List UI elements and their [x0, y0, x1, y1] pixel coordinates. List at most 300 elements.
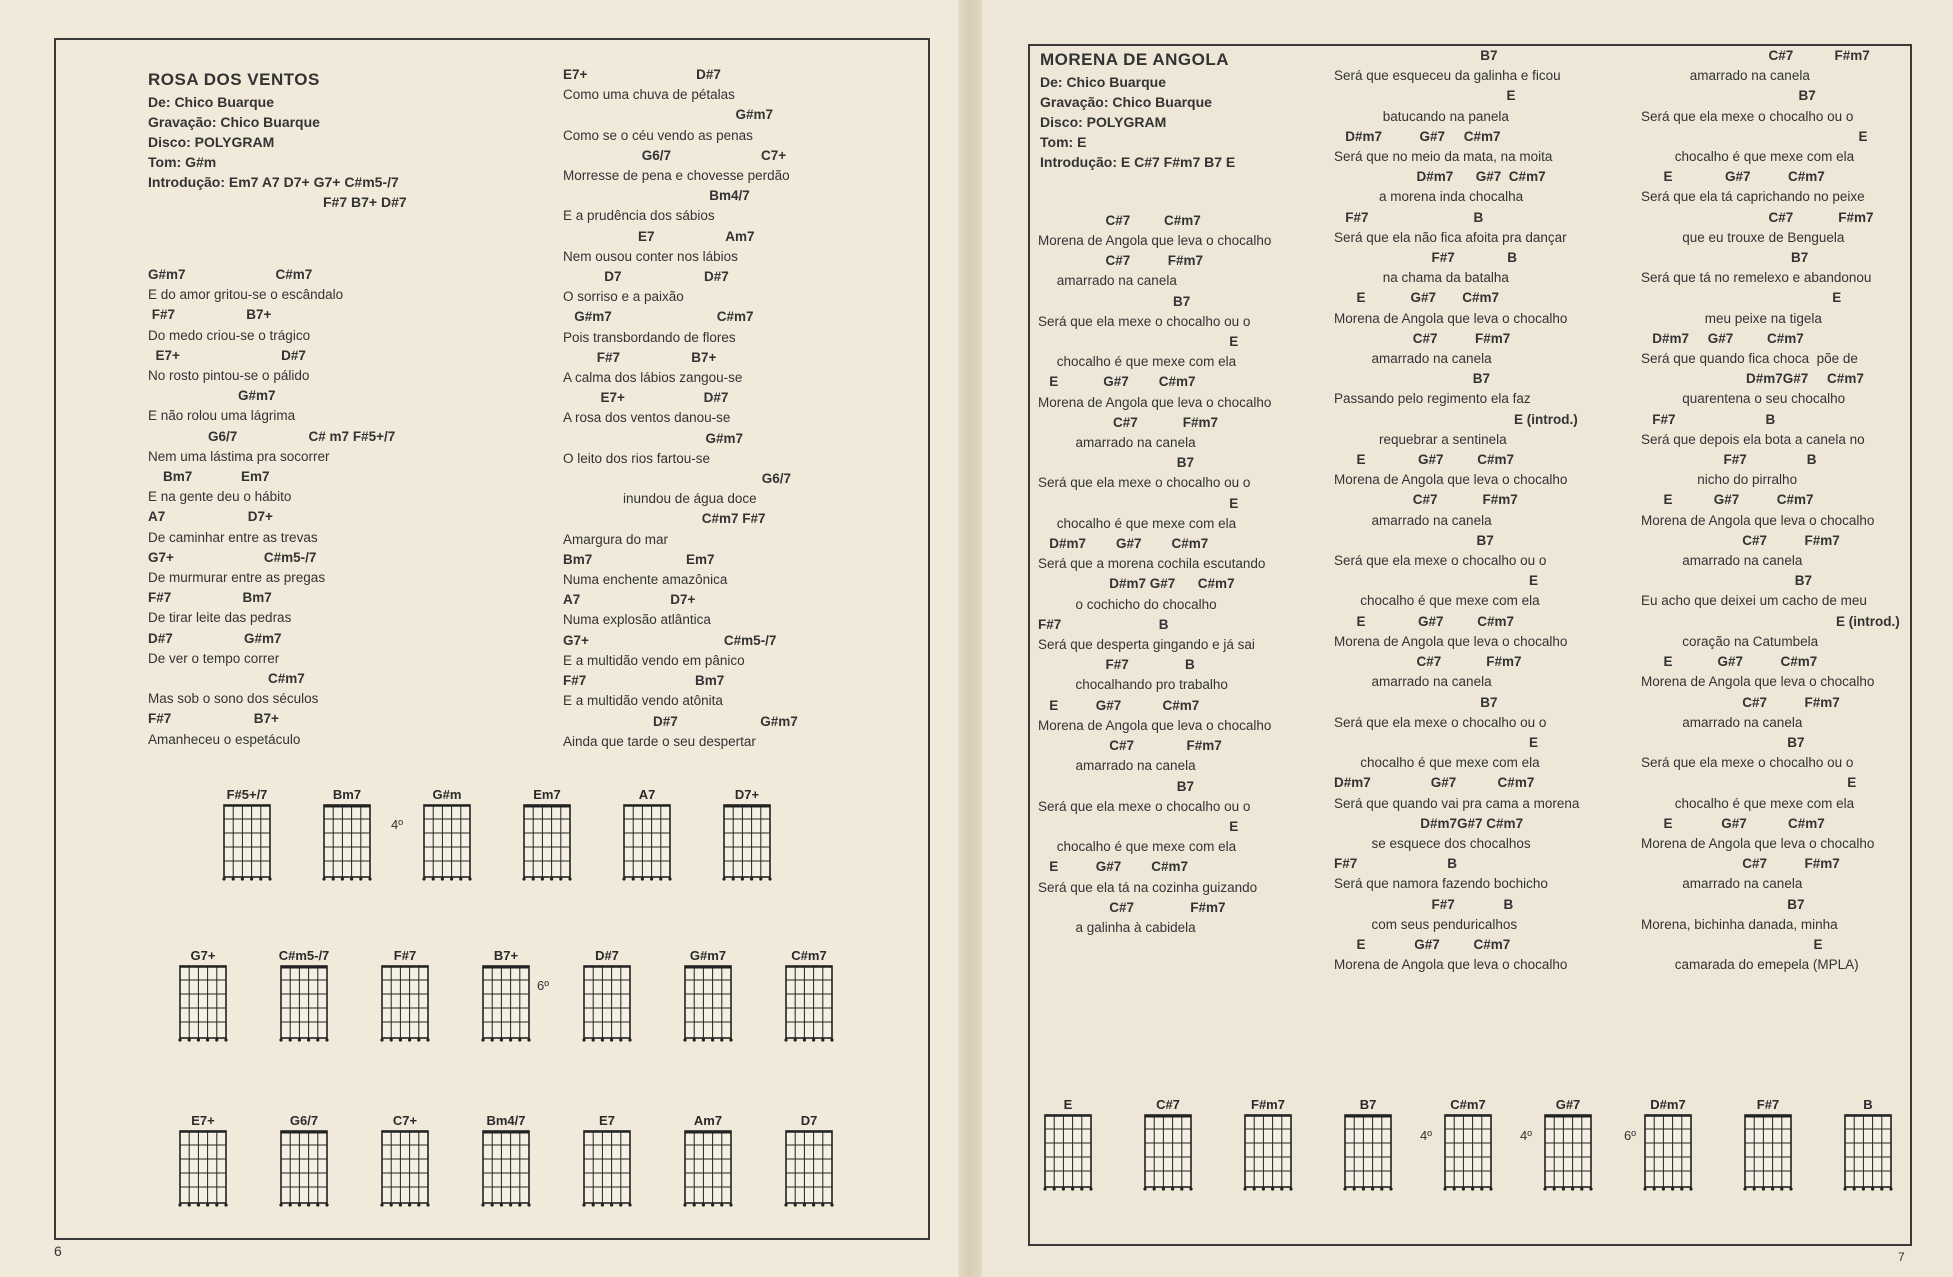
chord-line: F#7 Bm7	[148, 590, 272, 606]
chord-name: G7+	[190, 948, 216, 963]
lyric-line: E a prudência dos sábios	[563, 208, 715, 224]
fretboard-grid-icon	[380, 1129, 430, 1209]
chord-line: B7	[1641, 250, 1809, 266]
fretboard-grid-icon	[784, 1129, 834, 1209]
chord-line: E	[1038, 818, 1239, 834]
chord-line: Bm7 Em7	[148, 469, 270, 485]
lyric-line: batucando na panela	[1334, 108, 1509, 124]
meta-line: F#7 B7+ D#7	[323, 194, 407, 210]
chord-name: G6/7	[289, 1113, 319, 1128]
lyric-line: Será que no meio da mata, na moita	[1334, 149, 1553, 165]
chord-line: F#7 B	[1641, 411, 1776, 427]
lyric-line: Morena, bichinha danada, minha	[1641, 916, 1838, 932]
chord-diagram	[471, 948, 541, 1044]
chord-line: B7	[1334, 532, 1494, 548]
chord-line: F#7 Bm7	[563, 673, 725, 689]
book-gutter	[958, 0, 982, 1277]
chord-name: E7	[599, 1113, 615, 1128]
chord-name: F#5+/7	[226, 787, 268, 802]
chord-line: D#m7 G#7 C#m7	[1641, 330, 1804, 346]
chord-line: B7	[1038, 778, 1195, 794]
chord-name: B7+	[493, 948, 519, 963]
lyric-line: Será que ela mexe o chocalho ou o	[1334, 553, 1547, 569]
lyric-line: Será que ela tá caprichando no peixe	[1641, 189, 1865, 205]
chord-name: Am7	[693, 1113, 723, 1128]
chord-line: E7+ D#7	[563, 390, 729, 406]
chord-diagram	[312, 787, 382, 883]
fretboard-grid-icon	[380, 964, 430, 1044]
chord-line: B7	[1641, 896, 1805, 912]
fretboard-grid-icon	[1043, 1113, 1093, 1193]
fretboard-grid-icon	[683, 1129, 733, 1209]
chord-line: B7	[1038, 293, 1191, 309]
lyric-line: Pois transbordando de flores	[563, 329, 736, 345]
fretboard-grid-icon	[178, 964, 228, 1044]
chord-diagram	[572, 948, 642, 1044]
chord-line: F#7 B7+	[148, 711, 279, 727]
chord-diagram	[572, 1113, 642, 1209]
chord-line: D#m7 G#7 C#m7	[1334, 169, 1546, 185]
lyric-line: chocalho é que mexe com ela	[1334, 755, 1540, 771]
chord-line: F#7 B7+	[148, 307, 272, 323]
chord-name: C7+	[392, 1113, 418, 1128]
lyric-line: amarrado na canela	[1334, 512, 1492, 528]
chord-line: C#m7	[148, 671, 305, 687]
chord-name: B	[1863, 1097, 1873, 1112]
chord-name: C#m5-/7	[278, 948, 330, 963]
chord-line: D#m7 G#7 C#m7	[1334, 128, 1501, 144]
lyric-line	[1038, 191, 1271, 211]
lyric-line: E do amor gritou-se o escândalo	[148, 287, 344, 303]
chord-name: C#m7	[1450, 1097, 1486, 1112]
meta-line: Gravação: Chico Buarque	[1040, 94, 1212, 110]
chord-line: B7	[1334, 694, 1498, 710]
chord-name: F#7	[393, 948, 417, 963]
lyric-line: a galinha à cabidela	[1038, 919, 1196, 935]
chord-line: G#m7 C#m7	[563, 309, 754, 325]
lyric-line: nicho do pirralho	[1641, 472, 1798, 488]
lyric-line: requebrar a sentinela	[1334, 431, 1507, 447]
chord-diagram	[673, 948, 743, 1044]
lyric-line: amarrado na canela	[1641, 876, 1803, 892]
chord-line: E G#7 C#m7	[1334, 613, 1515, 629]
lyric-line: Morena de Angola que leva o chocalho	[1641, 674, 1875, 690]
fretboard-grid-icon	[1443, 1113, 1493, 1193]
meta-line: Disco: POLYGRAM	[148, 134, 275, 150]
chord-line: B7	[1334, 371, 1491, 387]
lyric-line: E não rolou uma lágrima	[148, 408, 296, 424]
chord-line: E	[1334, 573, 1539, 589]
chord-name: G#m7	[689, 948, 727, 963]
chord-diagram	[512, 787, 582, 883]
chord-line: E7 Am7	[563, 228, 755, 244]
chord-line: G#m7	[148, 388, 276, 404]
chord-line: A7 D7+	[563, 592, 696, 608]
lyric-line: Morena de Angola que leva o chocalho	[1334, 310, 1568, 326]
chord-line: G6/7	[563, 471, 792, 487]
lyric-line: que eu trouxe de Benguela	[1641, 229, 1845, 245]
fret-label: 4º	[391, 817, 403, 832]
fretboard-grid-icon	[622, 803, 672, 883]
chord-line: C#7 F#m7	[1038, 899, 1226, 915]
lyric-line: amarrado na canela	[1334, 674, 1492, 690]
chord-line: E7+ D#7	[148, 347, 306, 363]
fretboard-grid-icon	[1543, 1113, 1593, 1193]
lyric-line: Morresse de pena e chovesse perdão	[563, 168, 790, 184]
page-number: 7	[1898, 1250, 1905, 1264]
chord-diagram	[774, 948, 844, 1044]
lyric-line: se esquece dos chocalhos	[1334, 835, 1531, 851]
lyric-line: No rosto pintou-se o pálido	[148, 368, 310, 384]
lyrics-column-2	[563, 65, 798, 752]
chord-line: G#m7 C#m7	[148, 267, 313, 282]
chord-diagram	[712, 787, 782, 883]
chord-diagram	[673, 1113, 743, 1209]
fretboard-grid-icon	[582, 964, 632, 1044]
lyric-line: Será que a morena cochila escutando	[1038, 556, 1266, 572]
lyric-line: Numa enchente amazônica	[563, 572, 728, 588]
lyric-line: Mas sob o sono dos séculos	[148, 691, 319, 707]
chord-diagram	[1633, 1097, 1703, 1193]
lyric-line: Nem ousou conter nos lábios	[563, 248, 738, 264]
lyric-line: amarrado na canela	[1038, 273, 1177, 289]
chord-line: F#7 B	[1334, 896, 1514, 912]
lyric-line: chocalho é que mexe com ela	[1038, 515, 1237, 531]
chord-line: E	[1038, 334, 1239, 350]
lyric-line: Será que namora fazendo bochicho	[1334, 876, 1548, 892]
lyric-line: camarada do emepela (MPLA)	[1641, 957, 1859, 973]
chord-line: F#7 B	[1038, 616, 1169, 632]
chord-line: C#7 C#m7	[1038, 212, 1201, 228]
chord-line: D7 D#7	[563, 269, 729, 285]
lyric-line: chocalhando pro trabalho	[1038, 677, 1228, 693]
song-title: ROSA DOS VENTOS	[148, 70, 320, 89]
chord-line: A7 D7+	[148, 509, 273, 525]
lyric-line: O sorriso e a paixão	[563, 289, 684, 305]
chord-diagram	[1433, 1097, 1503, 1193]
lyric-line: amarrado na canela	[1641, 68, 1810, 84]
chord-line: E G#7 C#m7	[1334, 452, 1515, 468]
fretboard-grid-icon	[522, 803, 572, 883]
chord-line: E G#7 C#m7	[1334, 290, 1500, 306]
chord-line: F#7 B7+	[563, 349, 717, 365]
fretboard-grid-icon	[1643, 1113, 1693, 1193]
lyric-line: E a multidão vendo em pânico	[563, 652, 745, 668]
chord-name: Bm7	[332, 787, 362, 802]
fretboard-grid-icon	[683, 964, 733, 1044]
lyric-line: Será que ela não fica afoita pra dançar	[1334, 229, 1567, 245]
lyric-line: chocalho é que mexe com ela	[1641, 795, 1855, 811]
chord-line: E G#7 C#m7	[1038, 859, 1189, 875]
chord-diagram	[612, 787, 682, 883]
chord-diagram	[412, 787, 482, 883]
chord-line: C#7 F#m7	[1334, 654, 1522, 670]
chord-diagram	[1833, 1097, 1903, 1193]
chord-name: C#m7	[791, 948, 827, 963]
chord-name: A7	[638, 787, 656, 802]
lyric-line: E na gente deu o hábito	[148, 489, 292, 505]
chord-line: G#m7	[563, 107, 774, 123]
lyric-line: Passando pelo regimento ela faz	[1334, 391, 1531, 407]
fretboard-grid-icon	[322, 803, 372, 883]
chord-name: D#m7	[1650, 1097, 1686, 1112]
chord-name: C#7	[1156, 1097, 1180, 1112]
chord-line: G#m7	[563, 430, 744, 446]
chord-line: E G#7 C#m7	[1641, 169, 1825, 185]
meta-line: Introdução: E C#7 F#m7 B7 E	[1040, 154, 1236, 170]
chord-line: F#7 B	[1334, 209, 1484, 225]
chord-line: F#7 B	[1334, 856, 1458, 872]
chord-name: F#7	[1756, 1097, 1780, 1112]
chord-line: C#m7 F#7	[563, 511, 766, 527]
lyric-line: Morena de Angola que leva o chocalho	[1334, 472, 1568, 488]
chord-line: E G#7 C#m7	[1641, 492, 1814, 508]
chord-line: B7	[1641, 573, 1813, 589]
chord-line: E (introd.)	[1641, 613, 1900, 629]
chord-line: C#7 F#m7	[1038, 414, 1219, 430]
chord-line: G6/7 C# m7 F#5+/7	[148, 428, 396, 444]
chord-diagram	[370, 1113, 440, 1209]
lyric-line: amarrado na canela	[1641, 714, 1803, 730]
chord-line: E	[1334, 734, 1539, 750]
lyric-line: na chama da batalha	[1334, 270, 1509, 286]
chord-line: E7+ D#7	[563, 67, 721, 82]
lyric-line: inundou de água doce	[563, 491, 757, 507]
chord-line: E G#7 C#m7	[1038, 374, 1196, 390]
chord-line: E	[1641, 775, 1857, 791]
chord-name: D#7	[595, 948, 619, 963]
lyric-line: Será que desperta gingando e já sai	[1038, 637, 1255, 653]
lyric-line: Como se o céu vendo as penas	[563, 127, 753, 143]
lyrics-column-2	[1334, 46, 1579, 975]
chord-name: D7	[800, 1113, 818, 1128]
chord-line: C#7 F#m7	[1334, 492, 1518, 508]
lyric-line: coração na Catumbela	[1641, 633, 1819, 649]
chord-line: E G#7 C#m7	[1641, 654, 1818, 670]
lyric-line: Morena de Angola que leva o chocalho	[1641, 512, 1875, 528]
lyric-line: Como uma chuva de pétalas	[563, 87, 735, 103]
fretboard-grid-icon	[481, 1129, 531, 1209]
chord-name: F#m7	[1251, 1097, 1285, 1112]
lyric-line: Será que ela mexe o chocalho ou o	[1038, 313, 1251, 329]
chord-name: Bm4/7	[486, 1113, 526, 1128]
lyric-line: Será que tá no remelexo e abandonou	[1641, 270, 1872, 286]
chord-diagram	[1233, 1097, 1303, 1193]
lyric-line: Amargura do mar	[563, 531, 669, 547]
lyrics-column-1	[148, 265, 395, 750]
lyric-line: Será que ela mexe o chocalho ou o	[1038, 475, 1251, 491]
chord-line: E	[1641, 936, 1823, 952]
chord-line: D#m7 G#7 C#m7	[1038, 536, 1209, 552]
lyric-line	[1038, 150, 1271, 170]
chord-line: C#7 F#m7	[1641, 209, 1874, 225]
chord-line: D#7 G#m7	[563, 713, 798, 729]
chord-line: C#7 F#m7	[1641, 856, 1840, 872]
meta-line: Introdução: Em7 A7 D7+ G7+ C#m5-/7	[148, 174, 399, 190]
chord-line: B7	[1038, 455, 1195, 471]
chord-diagram	[1033, 1097, 1103, 1193]
chord-name: E	[1063, 1097, 1073, 1112]
chord-diagram	[168, 1113, 238, 1209]
fretboard-grid-icon	[1743, 1113, 1793, 1193]
lyric-line: Será que depois ela bota a canela no	[1641, 431, 1865, 447]
lyrics-column-1	[1038, 130, 1271, 938]
lyric-line: Será que esqueceu da galinha e ficou	[1334, 68, 1561, 84]
chord-diagram	[471, 1113, 541, 1209]
chord-line: D#m7G#7 C#m7	[1334, 815, 1524, 831]
lyric-line: Morena de Angola que leva o chocalho	[1334, 957, 1568, 973]
lyric-line: Será que ela mexe o chocalho ou o	[1641, 108, 1854, 124]
lyrics-column-3	[1641, 46, 1900, 975]
lyric-line: Será que quando vai pra cama a morena	[1334, 795, 1580, 811]
chord-line: E	[1641, 290, 1842, 306]
lyric-line: De tirar leite das pedras	[148, 610, 292, 626]
fretboard-grid-icon	[178, 1129, 228, 1209]
chord-line: C#7 F#m7	[1038, 738, 1222, 754]
chord-line: C#7 F#m7	[1334, 330, 1511, 346]
lyric-line: Ainda que tarde o seu despertar	[563, 733, 756, 749]
page-number: 6	[54, 1243, 62, 1259]
lyric-line: com seus penduricalhos	[1334, 916, 1518, 932]
chord-diagram	[1733, 1097, 1803, 1193]
meta-line: Tom: E	[1040, 134, 1087, 150]
chord-line	[1038, 170, 1271, 190]
chord-name: G#m	[432, 787, 462, 802]
lyric-line: De murmurar entre as pregas	[148, 570, 326, 586]
fretboard-grid-icon	[279, 964, 329, 1044]
chord-line: E G#7 C#m7	[1038, 697, 1200, 713]
meta-line: Disco: POLYGRAM	[1040, 114, 1167, 130]
fret-label: 4º	[1520, 1128, 1532, 1143]
chord-line: F#7 B	[1038, 657, 1195, 673]
chord-name: E7+	[191, 1113, 215, 1128]
chord-name: Em7	[533, 787, 561, 802]
chord-line: D#m7 G#7 C#m7	[1038, 576, 1235, 592]
fretboard-grid-icon	[279, 1129, 329, 1209]
lyric-line: o cochicho do chocalho	[1038, 596, 1217, 612]
chord-diagram	[168, 948, 238, 1044]
chord-name: G#7	[1555, 1097, 1581, 1112]
lyric-line: Será que ela mexe o chocalho ou o	[1334, 714, 1547, 730]
chord-diagram	[269, 1113, 339, 1209]
lyric-line: quarentena o seu chocalho	[1641, 391, 1846, 407]
chord-line: C#7 F#m7	[1038, 253, 1204, 269]
fretboard-grid-icon	[784, 964, 834, 1044]
fretboard-grid-icon	[1343, 1113, 1393, 1193]
lyric-line: chocalho é que mexe com ela	[1641, 149, 1855, 165]
chord-line: D#m7G#7 C#m7	[1641, 371, 1864, 387]
lyric-line: meu peixe na tigela	[1641, 310, 1822, 326]
chord-line: E	[1334, 88, 1516, 104]
chord-line: Bm4/7	[563, 188, 750, 204]
lyric-line: Morena de Angola que leva o chocalho	[1334, 633, 1568, 649]
lyric-line: Morena de Angola que leva o chocalho	[1038, 233, 1272, 249]
lyric-line: De ver o tempo correr	[148, 650, 280, 666]
chord-line: E G#7 C#m7	[1334, 936, 1511, 952]
chord-line: Bm7 Em7	[563, 551, 715, 567]
chord-line: D#m7 G#7 C#m7	[1334, 775, 1535, 791]
fret-label: 6º	[1624, 1128, 1636, 1143]
chord-diagram	[1133, 1097, 1203, 1193]
chord-diagram	[269, 948, 339, 1044]
lyric-line: Morena de Angola que leva o chocalho	[1038, 394, 1272, 410]
lyric-line: amarrado na canela	[1038, 435, 1196, 451]
chord-line: E G#7 C#m7	[1641, 815, 1825, 831]
chord-line	[1038, 130, 1271, 150]
lyric-line: Morena de Angola que leva o chocalho	[1038, 717, 1272, 733]
lyric-line: Amanheceu o espetáculo	[148, 731, 301, 747]
lyric-line: De caminhar entre as trevas	[148, 529, 318, 545]
chord-line: B7	[1641, 734, 1805, 750]
lyric-line: Será que ela mexe o chocalho ou o	[1038, 798, 1251, 814]
chord-line: B7	[1641, 88, 1816, 104]
fretboard-grid-icon	[582, 1129, 632, 1209]
chord-line: F#7 B	[1641, 452, 1817, 468]
chord-line: E	[1641, 128, 1868, 144]
chord-line: G6/7 C7+	[563, 147, 787, 163]
lyric-line: E a multidão vendo atônita	[563, 693, 723, 709]
meta-line: Tom: G#m	[148, 154, 217, 170]
chord-line: C#7 F#m7	[1641, 48, 1870, 63]
song-title: MORENA DE ANGOLA	[1040, 50, 1230, 69]
chord-line: B7	[1334, 48, 1498, 63]
lyric-line: Eu acho que deixei um cacho de meu	[1641, 593, 1867, 609]
chord-diagram	[212, 787, 282, 883]
chord-line: D#7 G#m7	[148, 630, 282, 646]
fretboard-grid-icon	[1243, 1113, 1293, 1193]
lyric-line: chocalho é que mexe com ela	[1038, 839, 1237, 855]
meta-line: De: Chico Buarque	[1040, 74, 1167, 90]
chord-diagram	[1533, 1097, 1603, 1193]
fret-label: 6º	[537, 978, 549, 993]
lyric-line: amarrado na canela	[1641, 553, 1803, 569]
lyric-line: a morena inda chocalha	[1334, 189, 1524, 205]
lyric-line: A rosa dos ventos danou-se	[563, 410, 731, 426]
lyric-line: Será que ela tá na cozinha guizando	[1038, 879, 1258, 895]
lyric-line: Morena de Angola que leva o chocalho	[1641, 835, 1875, 851]
lyric-line: amarrado na canela	[1038, 758, 1196, 774]
lyric-line: amarrado na canela	[1334, 351, 1492, 367]
lyric-line: Numa explosão atlântica	[563, 612, 711, 628]
chord-diagram	[1333, 1097, 1403, 1193]
fretboard-grid-icon	[222, 803, 272, 883]
chord-line: E (introd.)	[1334, 411, 1578, 427]
lyric-line: A calma dos lábios zangou-se	[563, 370, 743, 386]
lyric-line: Nem uma lástima pra socorrer	[148, 448, 330, 464]
chord-diagram	[774, 1113, 844, 1209]
chord-line: C#7 F#m7	[1641, 694, 1840, 710]
meta-line: De: Chico Buarque	[148, 94, 275, 110]
chord-line: E	[1038, 495, 1239, 511]
fret-label: 4º	[1420, 1128, 1432, 1143]
chord-line: F#7 B	[1334, 250, 1518, 266]
lyric-line: Será que quando fica choca põe de	[1641, 351, 1858, 367]
chord-line: C#7 F#m7	[1641, 532, 1840, 548]
song-header-rosa	[148, 70, 407, 212]
lyric-line: O leito dos rios fartou-se	[563, 450, 711, 466]
fretboard-grid-icon	[481, 964, 531, 1044]
chord-line: G7+ C#m5-/7	[148, 549, 317, 565]
meta-line: Gravação: Chico Buarque	[148, 114, 320, 130]
chord-name: D7+	[734, 787, 760, 802]
fretboard-grid-icon	[422, 803, 472, 883]
lyric-line: Será que ela mexe o chocalho ou o	[1641, 755, 1854, 771]
lyric-line: chocalho é que mexe com ela	[1334, 593, 1540, 609]
lyric-line: Do medo criou-se o trágico	[148, 327, 311, 343]
chord-line: G7+ C#m5-/7	[563, 632, 777, 648]
lyric-line: chocalho é que mexe com ela	[1038, 354, 1237, 370]
fretboard-grid-icon	[1143, 1113, 1193, 1193]
